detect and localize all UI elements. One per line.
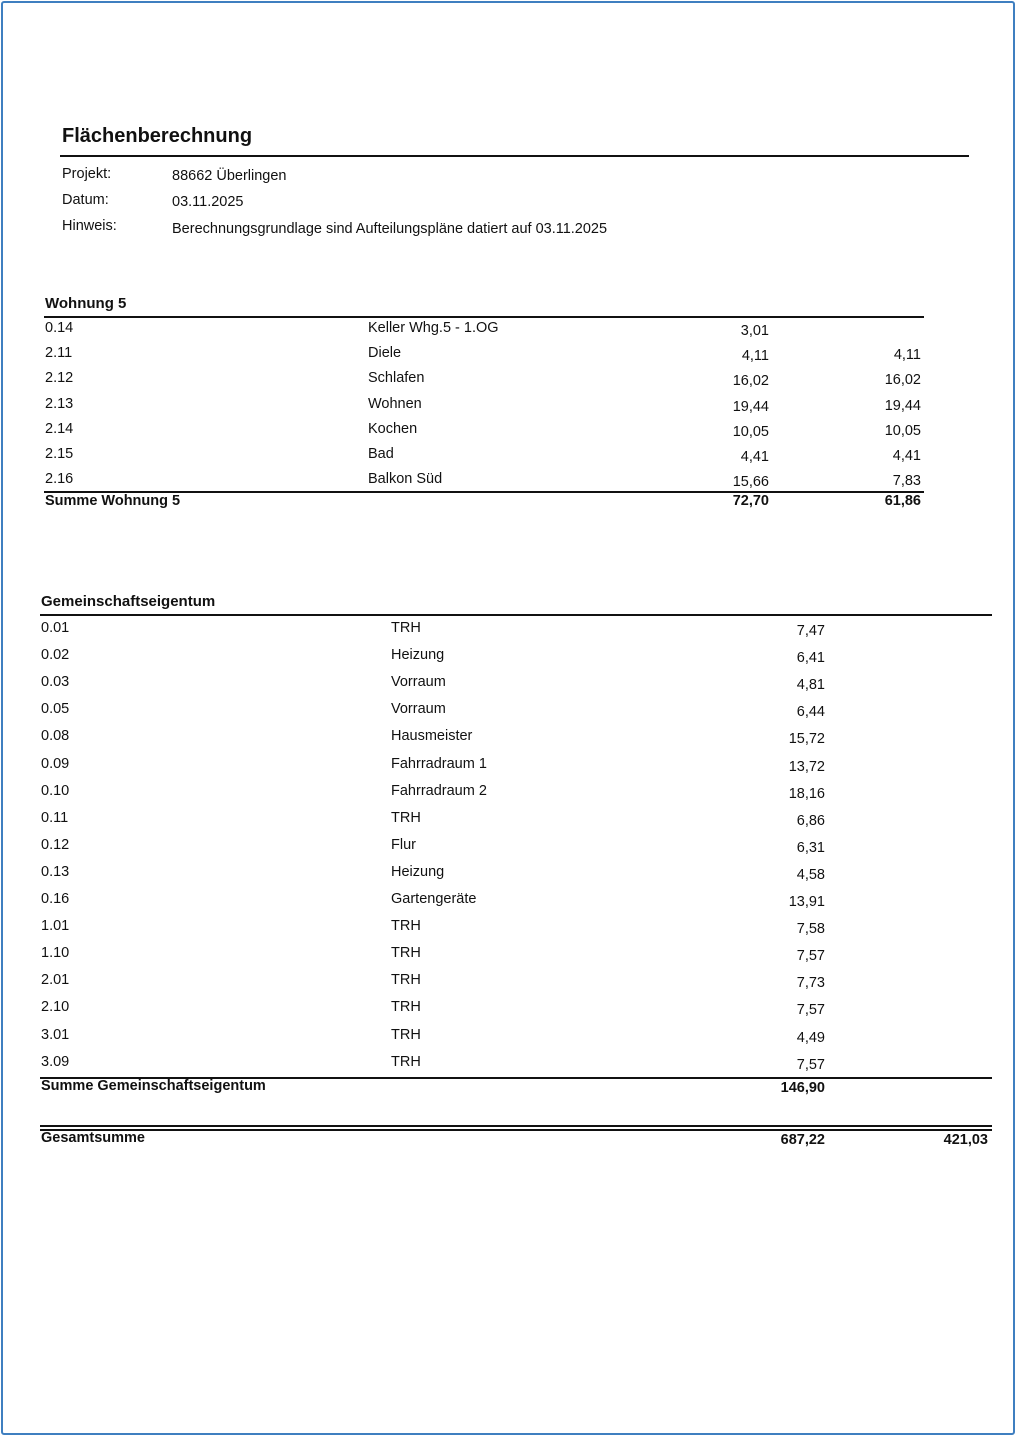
table-row xyxy=(0,783,1020,808)
room-name: Flur xyxy=(391,836,416,853)
room-number: 2.16 xyxy=(45,471,74,488)
room-name: Balkon Süd xyxy=(368,471,443,488)
area-value-a: 4,49 xyxy=(796,1029,825,1046)
room-name: TRH xyxy=(391,1026,421,1043)
wohnung-sum-a: 72,70 xyxy=(732,493,769,509)
room-number: 0.13 xyxy=(41,863,70,880)
room-number: 0.02 xyxy=(41,647,70,664)
table-row xyxy=(0,674,1020,699)
room-name: Heizung xyxy=(391,863,445,880)
table-row xyxy=(0,972,1020,997)
table-row xyxy=(0,370,1020,395)
table-row xyxy=(0,701,1020,726)
meta-value-projekt: 88662 Überlingen xyxy=(172,168,287,184)
area-value-a: 7,47 xyxy=(796,623,825,639)
room-name: TRH xyxy=(391,1053,421,1070)
area-value-a: 13,91 xyxy=(788,894,825,910)
gemeinschaft-sum-label: Summe Gemeinschaftseigentum xyxy=(41,1078,266,1094)
room-name: TRH xyxy=(391,620,421,636)
gesamt-row xyxy=(0,1130,1020,1155)
room-number: 0.12 xyxy=(41,836,70,853)
table-row xyxy=(0,421,1020,446)
table-row xyxy=(0,446,1020,471)
table-row xyxy=(0,1027,1020,1052)
table-row xyxy=(0,945,1020,970)
section-title-gemeinschaft: Gemeinschaftseigentum xyxy=(41,593,216,610)
area-value-a: 4,81 xyxy=(796,677,825,694)
table-row xyxy=(0,756,1020,781)
table-row xyxy=(0,320,1020,345)
wohnung-sum-label: Summe Wohnung 5 xyxy=(45,493,181,509)
table-row xyxy=(0,728,1020,753)
room-number: 2.01 xyxy=(41,972,70,989)
gesamt-label: Gesamtsumme xyxy=(41,1130,145,1146)
room-name: TRH xyxy=(391,999,421,1016)
room-name: Keller Whg.5 - 1.OG xyxy=(368,320,499,336)
table-row xyxy=(0,918,1020,943)
room-name: Wohnen xyxy=(368,395,422,412)
area-value-a: 4,58 xyxy=(796,866,825,883)
area-value-b: 16,02 xyxy=(884,372,921,389)
room-name: TRH xyxy=(391,972,421,989)
room-name: Kochen xyxy=(368,420,418,437)
area-value-a: 4,11 xyxy=(741,348,769,365)
area-value-a: 6,44 xyxy=(796,704,825,721)
area-value-a: 6,86 xyxy=(796,812,825,829)
area-value-a: 7,57 xyxy=(796,948,825,965)
room-number: 1.01 xyxy=(41,918,70,935)
table-row xyxy=(0,620,1020,645)
room-number: 2.15 xyxy=(45,446,74,462)
table-row xyxy=(0,837,1020,862)
room-name: Bad xyxy=(368,446,394,462)
area-value-a: 10,05 xyxy=(732,423,769,440)
room-number: 3.01 xyxy=(41,1026,70,1043)
meta-value-hinweis: Berechnungsgrundlage sind Aufteilungspläne datiert auf 03.11.2025 xyxy=(172,221,608,237)
area-value-a: 19,44 xyxy=(732,398,769,415)
room-name: TRH xyxy=(391,945,421,962)
gemeinschaft-sum-row xyxy=(0,1078,1020,1103)
meta-value-datum: 03.11.2025 xyxy=(172,194,244,210)
room-name: TRH xyxy=(391,918,421,935)
room-name: Hausmeister xyxy=(391,728,473,745)
room-number: 0.05 xyxy=(41,701,70,718)
table-row xyxy=(0,891,1020,916)
gesamt-b: 421,03 xyxy=(943,1132,988,1148)
gesamt-double-rule-top xyxy=(40,1125,992,1127)
room-number: 2.12 xyxy=(45,370,74,387)
area-value-a: 13,72 xyxy=(788,758,825,775)
room-name: Fahrradraum 1 xyxy=(391,755,487,772)
area-value-a: 7,57 xyxy=(796,1002,825,1019)
room-name: Diele xyxy=(368,345,402,362)
area-value-b: 19,44 xyxy=(884,397,921,414)
meta-label-projekt: Projekt: xyxy=(62,166,112,182)
area-value-a: 3,01 xyxy=(740,323,769,339)
room-name: TRH xyxy=(391,809,421,826)
room-name: Fahrradraum 2 xyxy=(391,782,487,799)
room-number: 0.01 xyxy=(41,620,70,636)
room-number: 0.16 xyxy=(41,891,70,907)
room-number: 2.11 xyxy=(45,345,73,362)
area-value-a: 7,73 xyxy=(796,975,825,992)
meta-label-hinweis: Hinweis: xyxy=(62,218,117,234)
wohnung-sum-row xyxy=(0,493,1020,518)
room-number: 0.03 xyxy=(41,674,70,691)
room-number: 2.14 xyxy=(45,420,74,437)
area-value-b: 4,41 xyxy=(892,448,921,464)
wohnung-header-rule xyxy=(44,316,924,318)
room-name: Vorraum xyxy=(391,701,446,718)
room-name: Schlafen xyxy=(368,370,425,387)
area-value-b: 4,11 xyxy=(893,347,921,364)
area-value-a: 7,57 xyxy=(796,1056,825,1073)
room-name: Heizung xyxy=(391,647,445,664)
room-name: Vorraum xyxy=(391,674,446,691)
table-row xyxy=(0,810,1020,835)
room-number: 1.10 xyxy=(41,945,70,962)
area-value-b: 10,05 xyxy=(884,422,921,439)
room-number: 0.11 xyxy=(41,809,69,826)
area-value-a: 18,16 xyxy=(788,785,825,802)
table-row xyxy=(0,647,1020,672)
room-name: Gartengeräte xyxy=(391,891,477,907)
area-value-a: 15,72 xyxy=(788,731,825,748)
area-value-a: 15,66 xyxy=(732,474,769,491)
gemeinschaft-sum-a: 146,90 xyxy=(780,1080,825,1096)
area-value-a: 4,41 xyxy=(740,449,769,465)
room-number: 2.10 xyxy=(41,999,70,1016)
table-row xyxy=(0,999,1020,1024)
area-value-a: 6,41 xyxy=(796,650,825,667)
gemeinschaft-header-rule xyxy=(40,614,992,616)
meta-label-datum: Datum: xyxy=(62,192,109,208)
area-value-a: 6,31 xyxy=(796,839,825,856)
area-value-b: 7,83 xyxy=(892,473,921,490)
title-rule xyxy=(60,155,969,157)
room-number: 0.14 xyxy=(45,320,74,336)
room-number: 2.13 xyxy=(45,395,74,412)
room-number: 0.08 xyxy=(41,728,70,745)
table-row xyxy=(0,345,1020,370)
table-row xyxy=(0,1054,1020,1079)
room-number: 3.09 xyxy=(41,1053,70,1070)
gesamt-a: 687,22 xyxy=(780,1132,825,1148)
table-row xyxy=(0,864,1020,889)
table-row xyxy=(0,396,1020,421)
document-title: Flächenberechnung xyxy=(62,125,253,147)
area-value-a: 7,58 xyxy=(796,921,825,938)
room-number: 0.09 xyxy=(41,755,70,772)
room-number: 0.10 xyxy=(41,782,70,799)
section-title-wohnung: Wohnung 5 xyxy=(45,295,127,312)
wohnung-sum-b: 61,86 xyxy=(884,493,921,509)
area-value-a: 16,02 xyxy=(732,373,769,390)
